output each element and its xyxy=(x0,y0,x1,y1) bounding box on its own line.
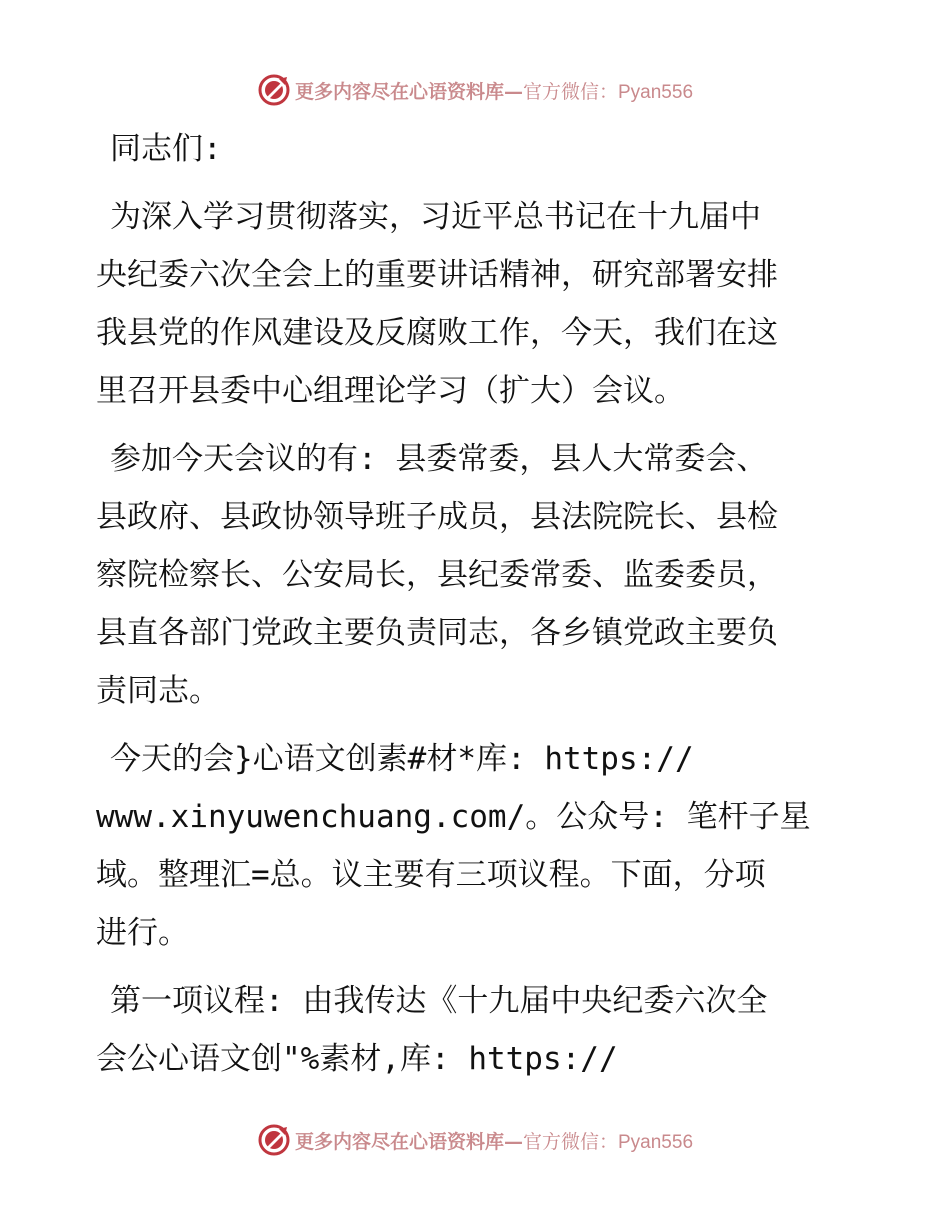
footer-banner-wechat: 官方微信：Pyan556 xyxy=(523,1131,694,1153)
text-line: 域。整理汇=总。议主要有三项议程。下面，分项 xyxy=(96,857,766,893)
text-line: 央纪委六次全会上的重要讲话精神，研究部署安排 xyxy=(96,257,778,293)
text-line: www.xinyuwenchuang.com/。公众号: 笔杆子星 xyxy=(96,799,811,835)
paragraph xyxy=(96,730,856,962)
text-line: 今天的会}心语文创素#材*库: https:// xyxy=(110,741,694,777)
pen-logo-icon xyxy=(257,1123,291,1157)
header-banner-text: 更多内容尽在心语资料库— xyxy=(294,80,523,103)
document-body xyxy=(96,120,856,1098)
header-watermark-banner xyxy=(0,70,950,110)
text-line: 为深入学习贯彻落实，习近平总书记在十九届中 xyxy=(110,199,761,235)
text-line: 同志们: xyxy=(110,131,222,167)
text-line: 会公心语文创"%素材,库: https:// xyxy=(96,1041,618,1077)
header-banner-wechat: 官方微信：Pyan556 xyxy=(523,81,694,103)
paragraph xyxy=(96,188,856,420)
text-line: 里召开县委中心组理论学习（扩大）会议。 xyxy=(96,373,685,409)
text-line: 责同志。 xyxy=(96,673,220,709)
footer-watermark-banner xyxy=(0,1120,950,1160)
text-line: 第一项议程: 由我传达《十九届中央纪委六次全 xyxy=(110,983,768,1019)
text-line: 县直各部门党政主要负责同志，各乡镇党政主要负 xyxy=(96,615,778,651)
paragraph xyxy=(96,120,856,178)
footer-banner-text: 更多内容尽在心语资料库— xyxy=(294,1130,523,1153)
pen-logo-icon xyxy=(257,73,291,107)
paragraph xyxy=(96,972,856,1088)
text-line: 县政府、县政协领导班子成员，县法院院长、县检 xyxy=(96,499,778,535)
text-line: 参加今天会议的有: 县委常委，县人大常委会、 xyxy=(110,441,768,477)
text-line: 察院检察长、公安局长，县纪委常委、监委委员， xyxy=(96,557,778,593)
paragraph xyxy=(96,430,856,720)
text-line: 我县党的作风建设及反腐败工作，今天，我们在这 xyxy=(96,315,778,351)
text-line: 进行。 xyxy=(96,915,189,951)
